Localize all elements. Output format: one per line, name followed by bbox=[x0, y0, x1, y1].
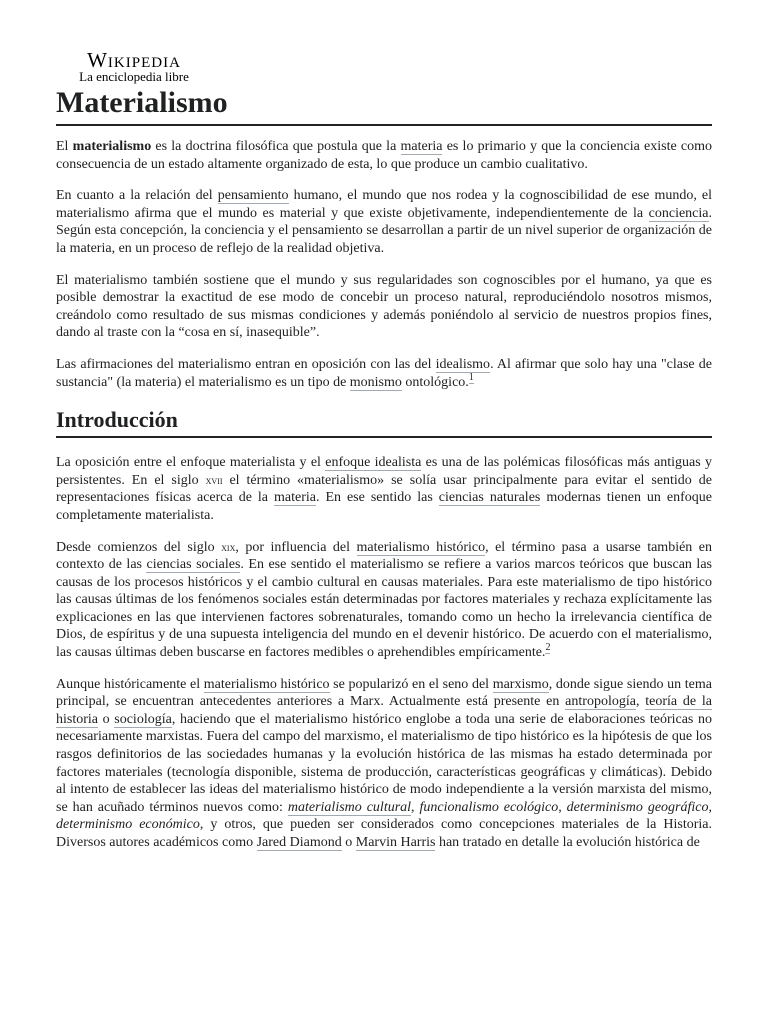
text: Aunque históricamente el bbox=[56, 676, 204, 692]
text: , donde sigue siendo un tema principal, se encuentran antecedentes anteriores a Marx. Actualmente está presente en bbox=[56, 676, 712, 710]
link-materia[interactable]: materia bbox=[400, 139, 443, 154]
text: es la doctrina filosófica que postula que la bbox=[151, 139, 401, 154]
text: se popularizó en el seno del bbox=[329, 676, 493, 692]
text: , bbox=[635, 694, 646, 710]
intro-paragraph-4 bbox=[56, 356, 712, 391]
section-heading-wrap bbox=[56, 405, 712, 438]
text: el término «materialismo» se solía usar principalmente para evitar el sentido de representaciones físicas acerca de la bbox=[56, 472, 712, 506]
reference-link-1[interactable]: 1 bbox=[468, 371, 474, 383]
century-numeral: xvii bbox=[205, 472, 223, 487]
section-heading-introduccion: Introducción bbox=[56, 405, 712, 438]
text: es una de las polémicas filosóficas más antiguas y persistentes. En el siglo bbox=[56, 455, 712, 488]
page-title: Materialismo bbox=[56, 84, 712, 126]
wikipedia-logo[interactable] bbox=[74, 49, 194, 84]
text: o bbox=[98, 711, 115, 727]
link-marxismo[interactable]: marxismo bbox=[492, 676, 549, 692]
link-idealismo[interactable]: idealismo bbox=[435, 356, 491, 372]
text: Desde comienzos del siglo bbox=[56, 539, 222, 555]
text: La oposición entre el enfoque materialista y el bbox=[56, 455, 326, 471]
century-numeral: xix bbox=[221, 539, 236, 554]
text: . En ese sentido las bbox=[315, 490, 439, 506]
section-paragraph-2 bbox=[56, 539, 712, 662]
reference-marker bbox=[545, 642, 550, 654]
intro-paragraph-1 bbox=[56, 138, 712, 173]
italic-term: determinismo geográfico bbox=[566, 799, 709, 815]
logo-tagline: La enciclopedia libre bbox=[79, 69, 189, 84]
link-monismo[interactable]: monismo bbox=[349, 374, 402, 390]
link-materia[interactable]: materia bbox=[273, 490, 316, 506]
intro-paragraph-3: El materialismo también sostiene que el mundo y sus regularidades son cognoscibles por el humano, ya que es posible demostrar la exactitud de ese modo de concebir un proceso natural, reproduciéndolo nosotros mismos, creándolo como resultado de sus mismas condiciones y además poniéndolo al servicio de nuestros propios fines, dando al traste con la “cosa en sí, inasequible”. bbox=[56, 272, 712, 341]
article-body bbox=[56, 138, 712, 866]
bold-term: materialismo bbox=[72, 139, 152, 154]
text: . Según esta concepción, la conciencia y el pensamiento se desarrollan a partir de un nivel superior de organización de la materia, en un proceso de reflejo de la realidad objetiva. bbox=[56, 205, 712, 256]
link-marvin-harris[interactable]: Marvin Harris bbox=[355, 835, 436, 850]
text: . En ese sentido el materialismo se refiere a varios marcos teóricos que buscan las causas de los procesos históricos y el cambio cultural en causas materiales. Para este materialismo de tipo histórico las causas últimas de los fenómenos sociales están determinadas por factores materiales y rechaza explícitamente las explicaciones en las que intervienen factores sobrenaturales, tomando como un hecho la irrelevancia científica de Dios, de espíritus y de una supuesta inteligencia del mundo en el devenir histórico. De acuerdo con el materialismo, las causas últimas deben buscarse en factores medibles o aprehendibles empíricamente. bbox=[56, 557, 712, 661]
text: modernas tienen un enfoque completamente materialista. bbox=[56, 490, 712, 523]
text: , por influencia del bbox=[235, 539, 357, 555]
section-paragraph-3 bbox=[56, 676, 712, 852]
text: es lo primario y que la conciencia existe como consecuencia de un estado altamente organizado de esta, lo que produce un cambio cualitativo. bbox=[56, 139, 712, 172]
text: , bbox=[558, 799, 567, 815]
link-ciencias-naturales[interactable]: ciencias naturales bbox=[438, 490, 541, 506]
text: , y otros, que pueden ser considerados como concepciones materiales de la Historia. Diversos autores académicos como bbox=[56, 817, 713, 850]
link-materialismo-cultural[interactable]: materialismo cultural bbox=[287, 799, 412, 815]
text: han tratado en detalle la evolución histórica de bbox=[435, 835, 700, 850]
text: ontológico. bbox=[401, 374, 469, 390]
text: , bbox=[708, 799, 712, 815]
reference-marker bbox=[469, 372, 474, 384]
link-ciencias-sociales[interactable]: ciencias sociales bbox=[146, 557, 241, 573]
logo-wordmark: Wikipedia bbox=[87, 48, 181, 72]
italic-term: funcionalismo ecológico bbox=[419, 799, 559, 815]
link-teoria-de-la-historia[interactable]: teoría de la historia bbox=[56, 694, 713, 727]
italic-term: determinismo económico bbox=[56, 817, 200, 833]
intro-paragraph-2 bbox=[56, 187, 712, 257]
text: En cuanto a la relación del bbox=[56, 188, 218, 204]
link-sociologia[interactable]: sociología bbox=[114, 711, 172, 727]
section-paragraph-1 bbox=[56, 454, 712, 524]
text: o bbox=[341, 835, 356, 850]
reference-link-2[interactable]: 2 bbox=[545, 642, 551, 654]
link-pensamiento[interactable]: pensamiento bbox=[217, 188, 289, 204]
link-antropologia[interactable]: antropología bbox=[565, 694, 636, 710]
text: , el término pasa a usarse también en contexto de las bbox=[56, 539, 712, 573]
link-materialismo-historico[interactable]: materialismo histórico bbox=[356, 539, 486, 555]
text: , haciendo que el materialismo histórico englobe a toda una serie de elaboraciones teóricas no necesariamente marxistas. Fuera del campo del marxismo, el materialismo de tipo histórico es la hipótesis de que los rasgos definitorios de las sociedades humanas y la evolución histórica de las mismas ha estado determinada por factores materiales (tecnología disponible, sistema de producción, características geográficas y climáticas). Debido al intento de establecer las ideas del materialismo histórico de modo independiente a la versión marxista del mismo, se han acuñado términos nuevos como: bbox=[56, 711, 713, 815]
link-materialismo-historico[interactable]: materialismo histórico bbox=[203, 676, 330, 692]
text: . Al afirmar que solo hay una "clase de sustancia" (la materia) el materialismo es un tipo de bbox=[56, 356, 712, 390]
link-jared-diamond[interactable]: Jared Diamond bbox=[256, 835, 342, 850]
link-enfoque-idealista[interactable]: enfoque idealista bbox=[325, 455, 422, 471]
text: El bbox=[56, 139, 73, 154]
link-conciencia[interactable]: conciencia bbox=[648, 205, 709, 221]
text: , bbox=[411, 799, 420, 815]
text: humano, el mundo que nos rodea y la cognoscibilidad de ese mundo, el materialismo afirma que el mundo es material y que existe objetivamente, independientemente de la bbox=[56, 188, 713, 221]
text: Las afirmaciones del materialismo entran en oposición con las del bbox=[56, 356, 436, 372]
